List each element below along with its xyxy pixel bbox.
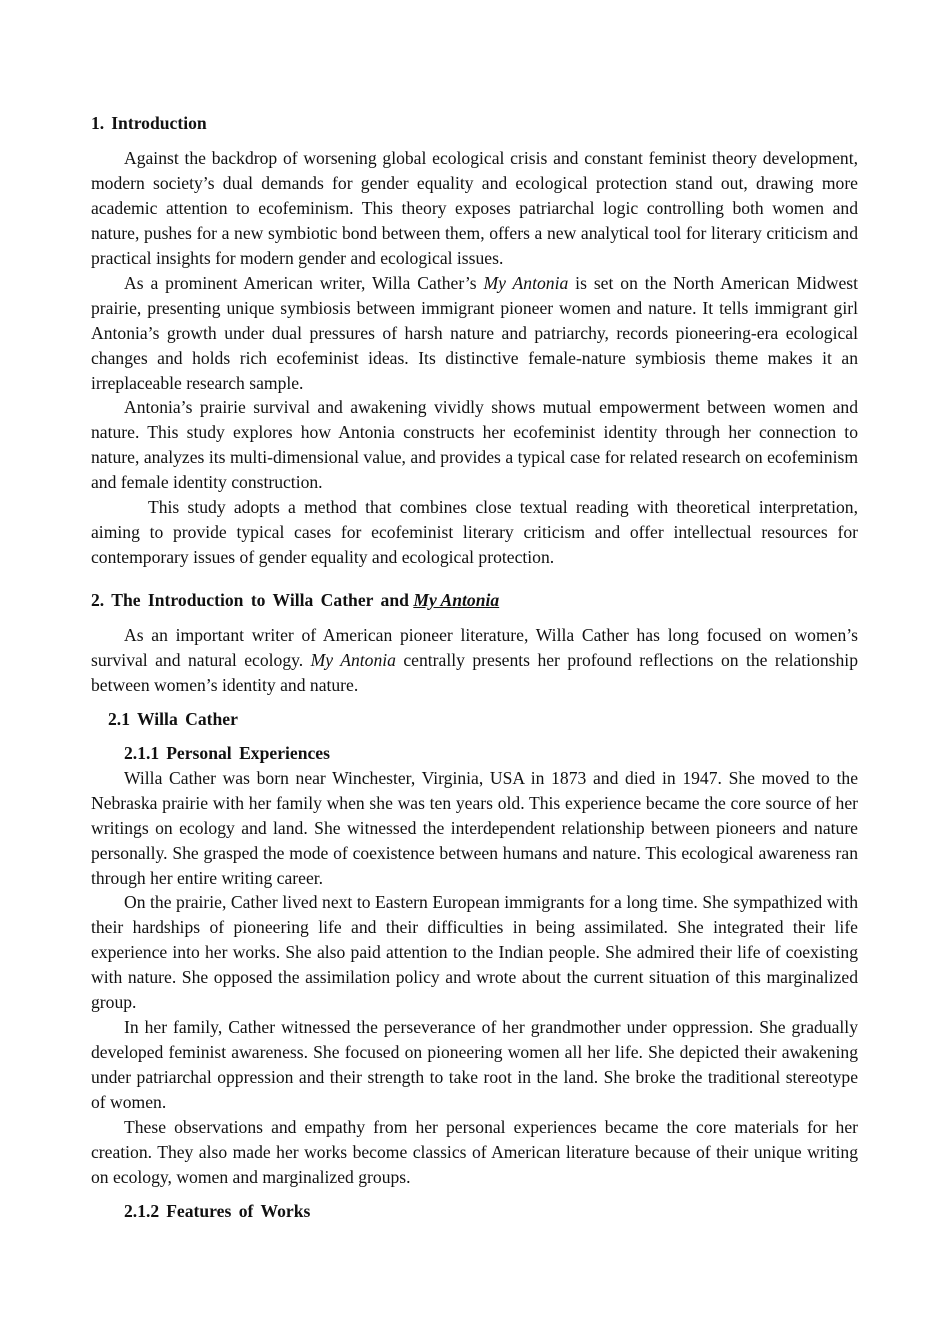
section-title: Introduction [111,113,207,133]
paragraph: Willa Cather was born near Winchester, Virginia, USA in 1873 and died in 1947. She moved to the Nebraska prairie with her family when she was ten years old. This experience became the core source of her writings on ecology and land. She witnessed the interdependent relationship between pioneers and nature personally. She grasped the mode of coexistence between humans and nature. This ecological awareness ran through her entire writing career. [91,768,858,888]
paragraph: As an important writer of American pioneer literature, Willa Cather has long focused on women’s survival and natural ecology. My Antonia centrally presents her profound reflections on the relationship between women’s identity and nature. [91,625,858,695]
section-number: 2.1.2 [124,1201,160,1221]
subsection-2-1-2-heading [124,1200,310,1222]
paragraph: This study adopts a method that combines close textual reading with theoretical interpretation, aiming to provide typical cases for ecofeminist literary criticism and offer intellectual resources for contemporary issues of gender equality and ecological protection. [91,497,858,567]
section-number: 1. [91,113,105,133]
section-title: The Introduction to Willa Cather and [111,590,409,610]
paragraph: These observations and empathy from her personal experiences became the core materials for her creation. They also made her works become classics of American literature because of their unique writing on ecology, women and marginalized groups. [91,1117,858,1187]
book-title: My Antonia [413,590,500,610]
section-title: Personal Experiences [166,743,330,763]
section-title: Willa Cather [137,709,238,729]
paragraph: In her family, Cather witnessed the perseverance of her grandmother under oppression. She gradually developed feminist awareness. She focused on pioneering women all her life. She depicted their awakening under patriarchal oppression and their strength to take root in the land. She broke the traditional stereotype of women. [91,1017,858,1112]
section-title: Features of Works [166,1201,311,1221]
paragraph: Antonia’s prairie survival and awakening vividly shows mutual empowerment between women and nature. This study explores how Antonia constructs her ecofeminist identity through her connection to nature, analyzes its multi-dimensional value, and provides a typical case for related research on ecofeminism and female identity construction. [91,397,858,492]
book-title: My Antonia [483,273,569,293]
subsection-2-1-heading [108,708,238,730]
section-1-heading [91,112,207,134]
book-title: My Antonia [310,649,396,670]
section-number: 2.1 [108,709,130,729]
paragraph: As a prominent American writer, Willa Cather’s My Antonia is set on the North American Midwest prairie, presenting unique symbiosis between immigrant pioneer women and nature. It tells immigrant girl Antonia’s growth under dual pressures of harsh nature and patriarchy, records pioneering-era ecological changes and holds rich ecofeminist ideas. Its distinctive female-nature symbiosis theme makes it an irreplaceable research sample. [91,273,859,393]
paragraph: Against the backdrop of worsening global ecological crisis and constant feminist theory development, modern society’s dual demands for gender equality and ecological protection stand out, drawing more academic attention to ecofeminism. This theory exposes patriarchal logic controlling both women and nature, pushes for a new symbiotic bond between them, offers a new analytical tool for literary criticism and practical insights for modern gender and ecological issues. [91,148,858,268]
subsection-2-1-1-heading [124,742,330,764]
section-number: 2.1.1 [124,743,160,763]
section-number: 2. [91,590,105,610]
paragraph: On the prairie, Cather lived next to Eastern European immigrants for a long time. She sympathized with their hardships of pioneering life and their difficulties in being assimilated. She integrated their life experience into her works. She also paid attention to the Indian people. She admired their life of coexisting with nature. She opposed the assimilation policy and wrote about the current situation of this marginalized group. [91,892,858,1012]
section-2-heading [91,589,499,611]
